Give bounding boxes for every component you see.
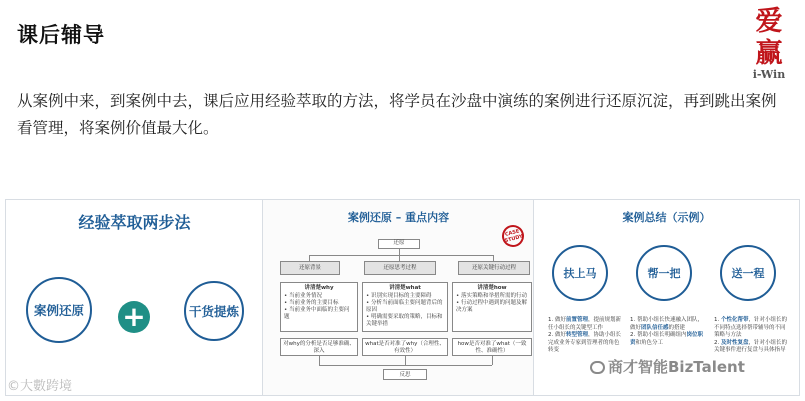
watermark-right: [590, 356, 745, 377]
detail-title: 讲清楚why: [304, 285, 334, 291]
panel-title: 案例还原 – 重点内容: [347, 211, 450, 224]
connector-line: [492, 356, 493, 365]
reflection-node: 反思: [383, 369, 427, 380]
plus-icon: +: [118, 301, 150, 333]
summary-column-3: [714, 317, 788, 355]
header-actions: 还原关键行动过程: [458, 261, 530, 275]
summary-item: 1. 个性化帮带，针对小组长的不同特点选择帮带辅导的不同策略与方法: [714, 317, 788, 338]
panel-case-restore: [262, 199, 535, 396]
panel-two-step-method: [5, 199, 264, 396]
brand-logo: [743, 6, 795, 81]
detail-title: 讲清楚what: [389, 285, 421, 291]
header-thinking: 还原思考过程: [364, 261, 436, 275]
root-node: 还原: [378, 239, 420, 249]
panel-title: 案例总结（示例）: [622, 211, 711, 224]
connector-line: [405, 356, 406, 365]
watermark-left: ©大數跨境: [7, 379, 73, 394]
detail-body: • 落实策略和举措所需的行动 • 行动过程中遇到的问题及解决方案: [456, 293, 527, 313]
connector-line: [319, 356, 320, 365]
summary-item: 1. 帮助小组长快速融入团队，做好团队信任感的搭建: [630, 317, 704, 331]
question-why: 对why的分析是否足够准确、深入: [280, 338, 358, 356]
summary-item: 2. 做好转型管理，协助小组长完成业务专家到管理者的角色转变: [548, 332, 622, 353]
insight-extract-circle: 干货提炼: [184, 281, 244, 341]
connector-line: [309, 255, 493, 256]
detail-why: [280, 282, 358, 332]
case-restore-circle: 案例还原: [26, 277, 92, 343]
logo-sub: i-Win: [752, 68, 786, 81]
summary-column-1: [548, 317, 622, 355]
question-what: what是否对准了why（合理性、有效性）: [362, 338, 448, 356]
question-how: how是否对准了what（一致性、准确性）: [452, 338, 532, 356]
circle-help: 帮一把: [636, 245, 692, 301]
page-title: 课后辅导: [17, 23, 105, 47]
header-background: 还原背景: [280, 261, 340, 275]
summary-column-2: [630, 317, 704, 347]
detail-body: • 当前业务情况 • 当前业务的主要目标 • 当前业务中面临的主要问题: [284, 293, 350, 320]
watermark-right-text: 商才智能BizTalent: [608, 358, 745, 376]
circle-mount: 扶上马: [552, 245, 608, 301]
connector-line: [319, 365, 492, 366]
logo-mark: 爱赢: [755, 6, 783, 69]
wechat-icon: [590, 361, 605, 374]
detail-body: • 识别实现目标的主要障碍 • 分析当前面临主要问题背后的原因 • 明确需要采取的策略，目标和关键举措: [366, 293, 443, 327]
description-text: 从案例中来，到案例中去，课后应用经验萃取的方法，将学员在沙盘中演练的案例进行还原沉淀，再到跳出案例看管理，将案例价值最大化。: [17, 92, 777, 137]
detail-title: 讲清楚how: [477, 285, 507, 291]
summary-item: 2. 帮助小组长明确组内岗位职责和角色分工: [630, 332, 704, 346]
summary-item: 1. 做好前置管理，提前规划新任小组长的关键型工作: [548, 317, 622, 331]
circle-send-off: 送一程: [720, 245, 776, 301]
summary-item: 2. 及时性复盘，针对小组长的关键事件进行复盘与具体指导: [714, 339, 788, 353]
case-study-stamp-icon: CASE STUDY: [500, 223, 527, 250]
detail-what: [362, 282, 448, 332]
panel-title: 经验萃取两步法: [78, 213, 191, 232]
detail-how: [452, 282, 532, 332]
